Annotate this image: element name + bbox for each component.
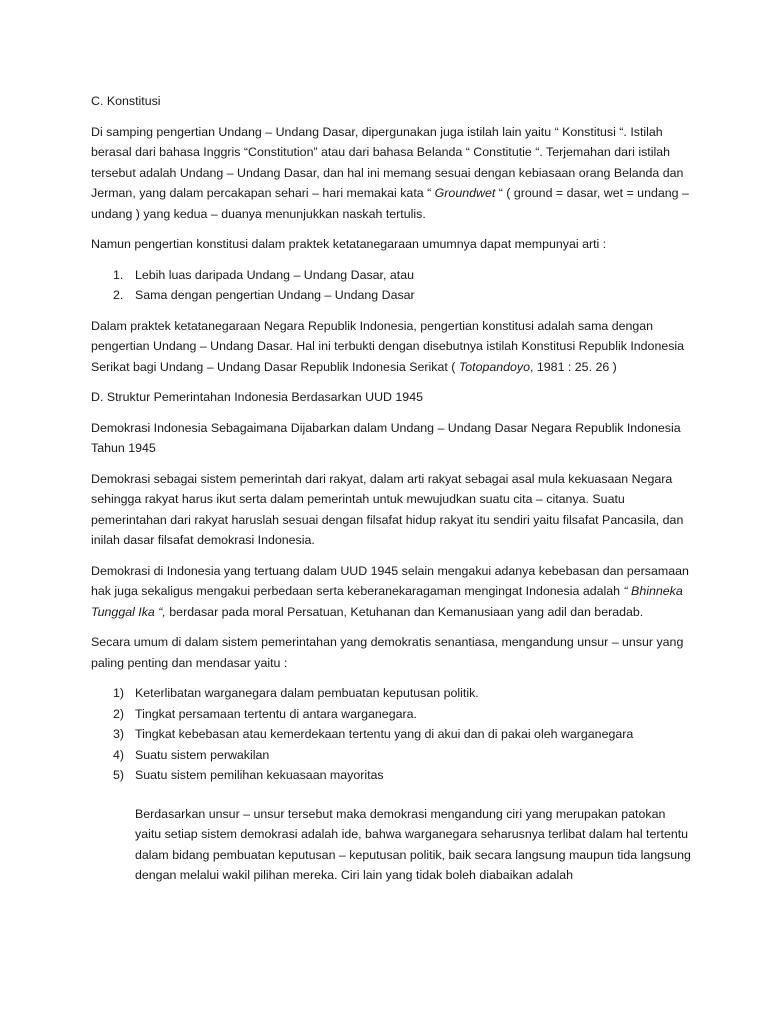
section-d-list: [91, 683, 691, 786]
section-d-paragraph-2: [91, 561, 691, 623]
list-number: 1): [113, 686, 125, 700]
list-text: Sama dengan pengertian Undang – Undang Dasar: [135, 288, 415, 302]
list-item: [113, 285, 691, 306]
paragraph-text: , 1981 : 25. 26 ): [530, 359, 617, 374]
section-d-subheading: Demokrasi Indonesia Sebagaimana Dijabarkan dalam Undang – Undang Dasar Negara Republik Indonesia Tahun 1945: [91, 420, 681, 455]
paragraph-text: “ ( ground = dasar, wet = undang –undang ) yang kedua – duanya menunjukkan naskah tertulis.: [91, 186, 689, 221]
list-text: Keterlibatan warganegara dalam pembuatan keputusan politik.: [135, 686, 479, 700]
list-item: [113, 265, 691, 286]
section-d-paragraph-1: Demokrasi sebagai sistem pemerintah dari rakyat, dalam arti rakyat sebagai asal mula kekuasaan Negara sehingga rakyat harus ikut serta dalam pemerintah untuk mewujudkan suatu cita – citanya. Suatu pemerintahan dari rakyat haruslah sesuai dengan filsafat hidup rakyat itu sendiri yaitu filsafat Pancasila, dan inilah dasar filsafat demokrasi Indonesia.: [91, 471, 684, 547]
section-c-list: [91, 265, 691, 306]
list-number: 4): [113, 747, 125, 762]
section-d-paragraph-4: Berdasarkan unsur – unsur tersebut maka demokrasi mengandung ciri yang merupakan patokan yaitu setiap sistem demokrasi adalah ide, bahwa warganegara seharusnya terlibat dalam hal tertentu dalam bidang pembuatan keputusan – keputusan politik, baik secara langsung maupun tida langsung dengan melalui wakil pilihan mereka. Ciri lain yang tidak boleh diabaikan adalah: [135, 806, 691, 882]
list-text: Tingkat persamaan tertentu di antara warganegara.: [135, 706, 417, 721]
paragraph-text: berdasar pada moral Persatuan, Ketuhanan dan Kemanusiaan yang adil dan beradab.: [165, 604, 644, 619]
list-item: [113, 724, 691, 745]
paragraph-text: Di samping pengertian Undang – Undang Dasar, dipergunakan juga istilah lain yaitu “ Konstitusi “. Istilah berasal dari bahasa Inggris “Constitution” atau dari bahasa Belanda “ Constitutie “. Terjemahan dari istilah tersebut adalah Undang – Undang Dasar, dan hal ini memang sesuai dengan kebiasaan orang Belanda dan Jerman, yang dalam percakapan sehari – hari memakai kata “: [91, 124, 684, 200]
section-d-paragraph-3: Secara umum di dalam sistem pemerintahan yang demokratis senantiasa, mengandung unsur – unsur yang paling penting dan mendasar yaitu :: [91, 635, 684, 670]
section-c-paragraph-2: Namun pengertian konstitusi dalam praktek ketatanegaraan umumnya dapat mempunyai arti :: [91, 237, 607, 251]
section-c-paragraph-3: [91, 316, 691, 378]
section-c-heading: C. Konstitusi: [91, 94, 161, 108]
italic-citation: Totopandoyo: [458, 359, 531, 374]
list-number: 2.: [113, 288, 124, 302]
list-item: [113, 765, 691, 786]
paragraph-text: Demokrasi di Indonesia yang tertuang dalam UUD 1945 selain mengakui adanya kebebasan dan persamaan hak juga sekaligus mengakui perbedaan serta keberanekaragaman mengingat Indonesia adalah: [91, 563, 689, 598]
paragraph-text: Dalam praktek ketatanegaraan Negara Republik Indonesia, pengertian konstitusi adalah sama dengan pengertian Undang – Undang Dasar. Hal ini terbukti dengan disebutnya istilah Konstitusi Republik Indonesia Serikat bagi Undang – Undang Dasar Republik Indonesia Serikat (: [91, 318, 685, 374]
list-text: Suatu sistem pemilihan kekuasaan mayoritas: [135, 768, 384, 782]
list-item: [113, 704, 691, 725]
section-d-heading: D. Struktur Pemerintahan Indonesia Berdasarkan UUD 1945: [91, 390, 423, 404]
list-text: Lebih luas daripada Undang – Undang Dasar, atau: [135, 267, 414, 282]
list-item: [113, 745, 691, 766]
document-content: [91, 91, 691, 896]
section-c-paragraph-1: [91, 122, 691, 225]
list-text: Tingkat kebebasan atau kemerdekaan tertentu yang di akui dan di pakai oleh warganegara: [135, 727, 634, 741]
italic-term: Groundwet: [434, 186, 496, 200]
list-text: Suatu sistem perwakilan: [135, 747, 270, 762]
list-number: 3): [113, 727, 125, 741]
list-number: 5): [113, 768, 125, 782]
list-number: 2): [113, 706, 125, 721]
list-number: 1.: [113, 267, 124, 282]
list-item: [113, 683, 691, 704]
italic-term: “ Bhinneka Tunggal Ika “,: [91, 584, 683, 619]
